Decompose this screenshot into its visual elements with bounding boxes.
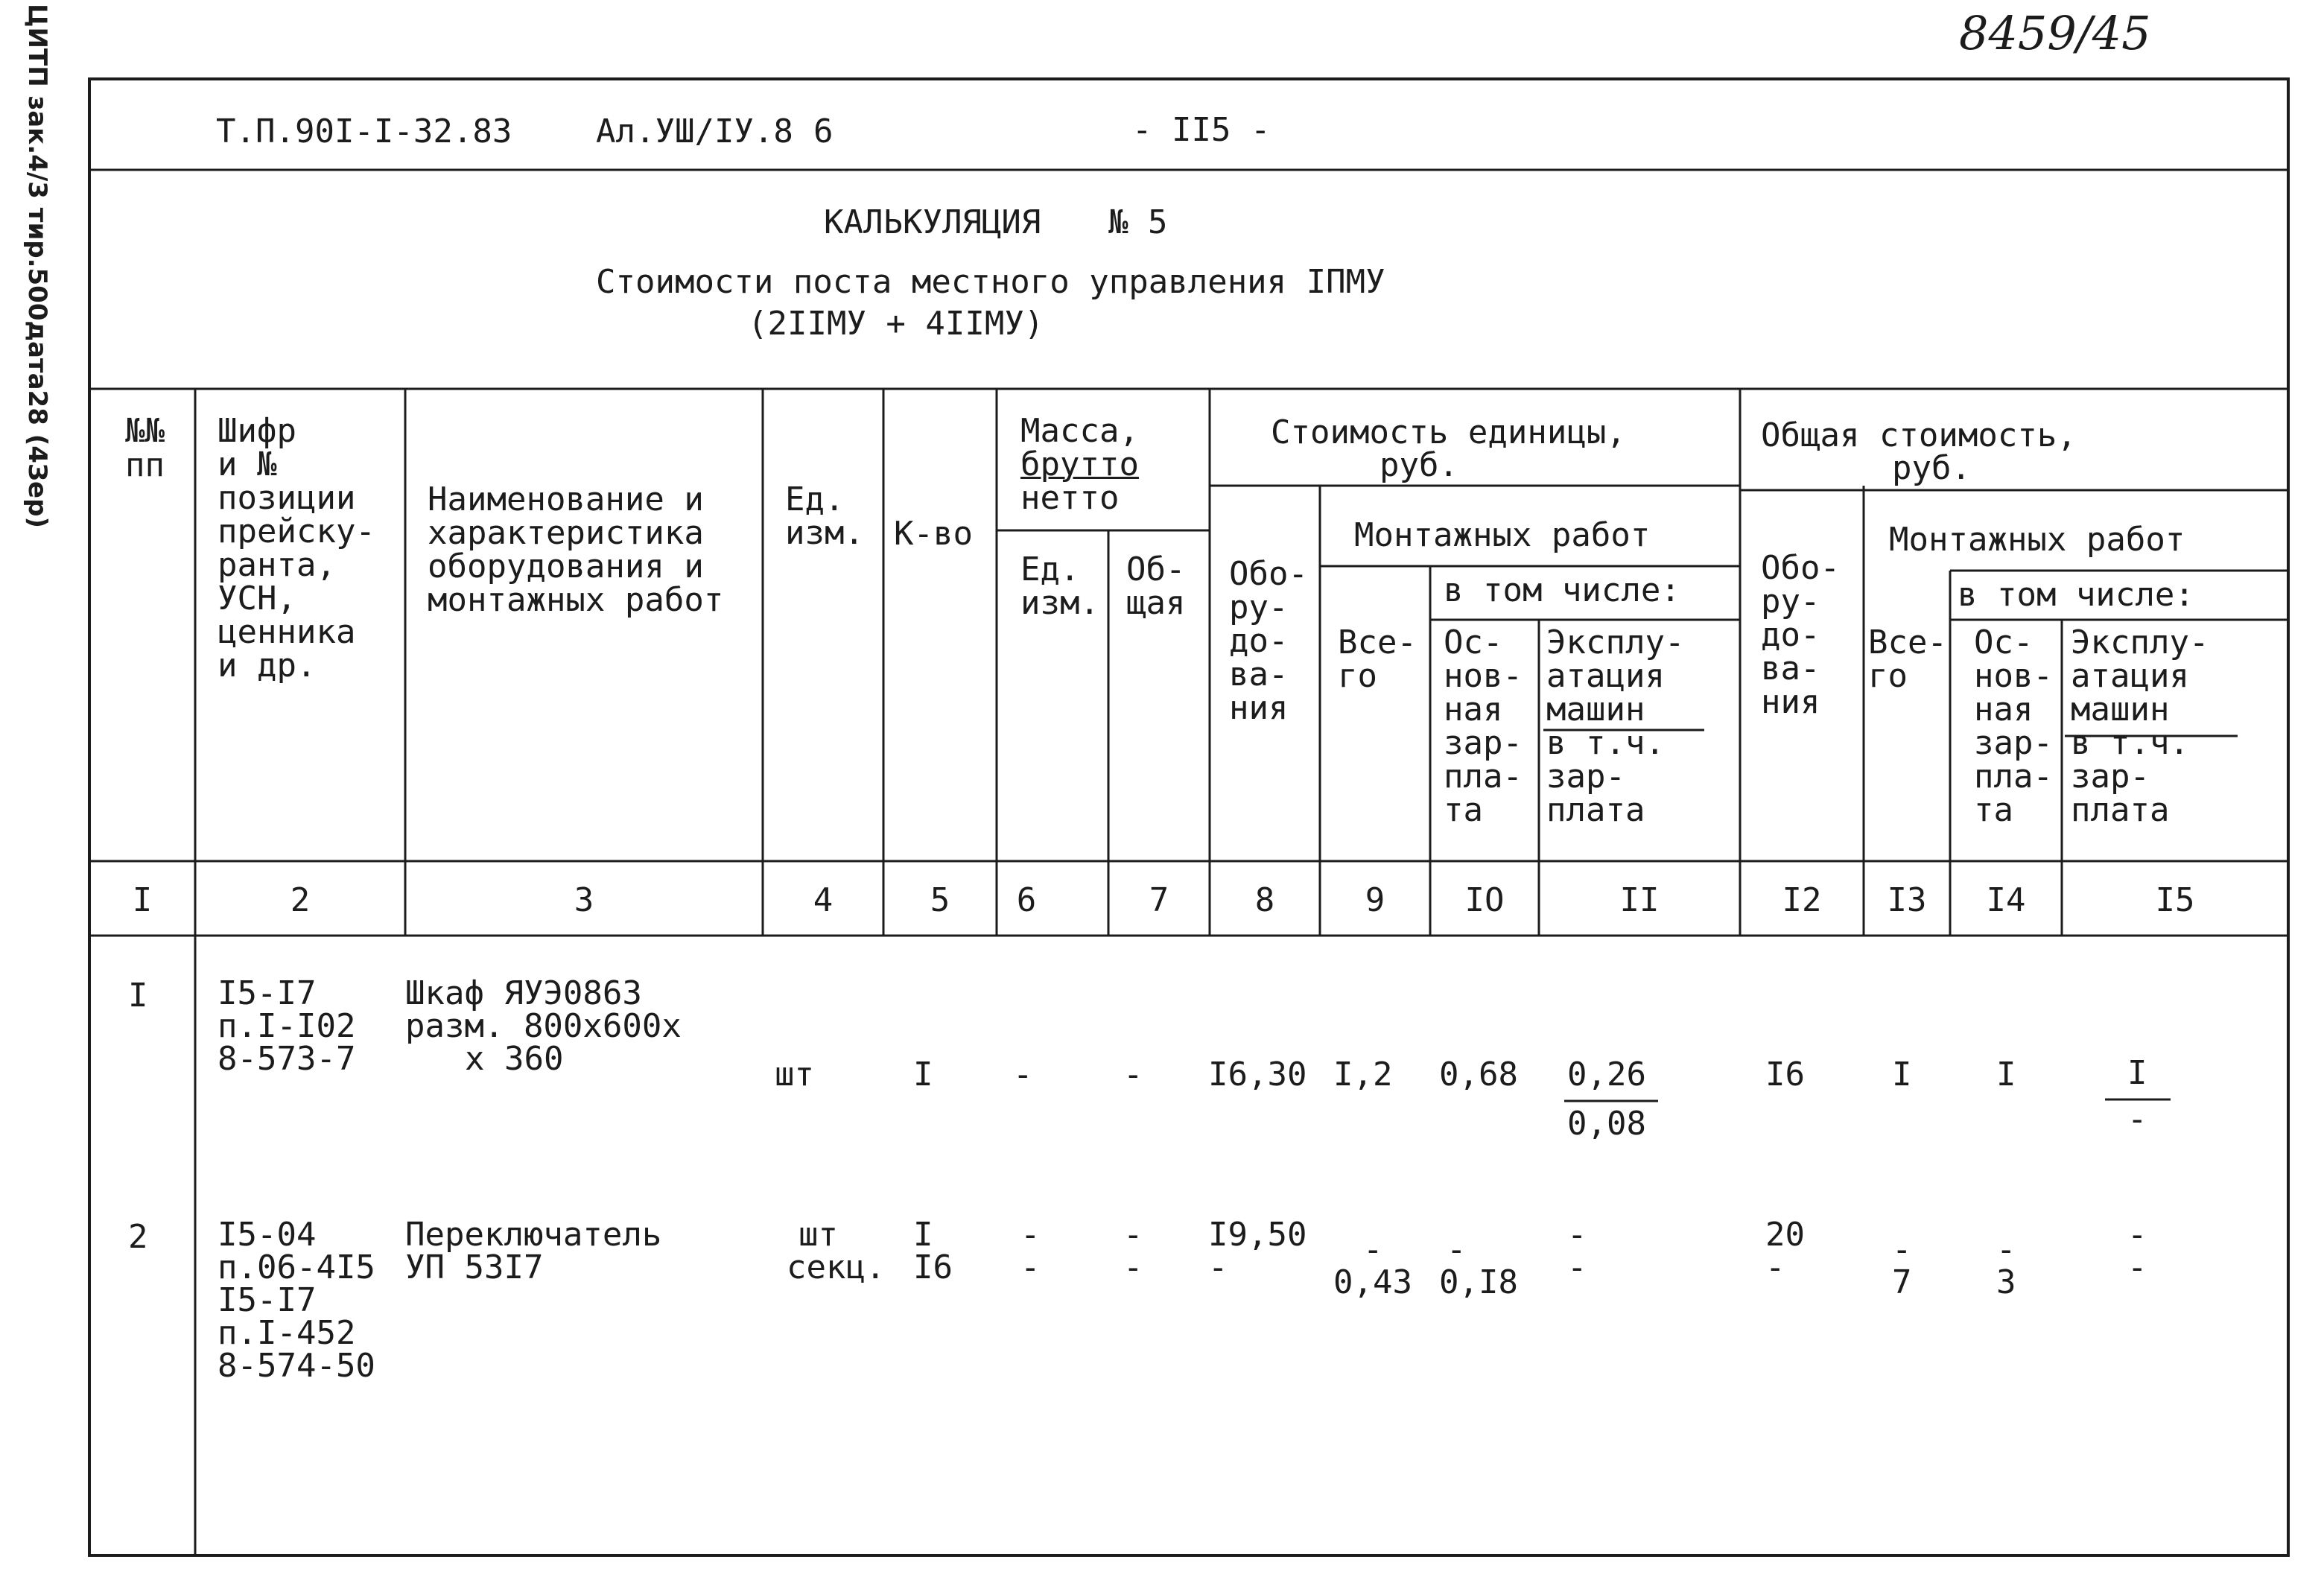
col-number: II xyxy=(1619,881,1660,919)
album-mark: 6 xyxy=(813,112,834,150)
total-incl-header: в том числе: xyxy=(1958,576,2194,614)
col-number: I5 xyxy=(2155,881,2195,919)
doc-subtitle: Стоимости поста местного управления IПМУ xyxy=(596,263,1385,301)
mass-header: Масса, брутто нетто xyxy=(1020,412,1139,517)
unit-cost-sub: руб. xyxy=(1380,446,1458,484)
col-number: 3 xyxy=(574,881,594,919)
mass-total-header: Об- щая xyxy=(1126,550,1186,622)
col2-header: Шифр и № позиции прейску- ранта, УСН, ценника и др. xyxy=(218,412,375,685)
col-number: 6 xyxy=(1016,881,1037,919)
row-mass-total: - xyxy=(1123,1056,1143,1094)
col-number: 7 xyxy=(1149,881,1169,919)
row-unit: шт xyxy=(775,1056,814,1094)
row-total-machine: I xyxy=(2127,1054,2147,1092)
col-number: 9 xyxy=(1365,881,1385,919)
row-install-machine-wage: 0,08 xyxy=(1567,1105,1646,1143)
page-number: - II5 - xyxy=(1132,111,1271,149)
col1-header: №№ пп xyxy=(125,412,165,484)
row-total-install: I xyxy=(1892,1056,1912,1094)
col-number: 2 xyxy=(290,881,311,919)
row-total-base: - 3 xyxy=(1996,1231,2016,1301)
col-number: I3 xyxy=(1887,881,1927,919)
col4-header: Ед. изм. xyxy=(785,480,864,552)
row-install-base: 0,68 xyxy=(1439,1056,1518,1094)
archive-number: 8459/45 xyxy=(1959,6,2151,60)
total-equipment-header: Обо- ру- до- ва- ния xyxy=(1761,549,1840,721)
row-name: Переключатель УП 53I7 xyxy=(405,1216,662,1286)
col-number: 4 xyxy=(813,881,834,919)
col-number: 5 xyxy=(930,881,950,919)
col5-header: К-во xyxy=(894,515,973,553)
col-number: I2 xyxy=(1782,881,1822,919)
col-number: I4 xyxy=(1986,881,2026,919)
row-total-base: I xyxy=(1996,1056,2016,1094)
total-cost-title: Общая стоимость, xyxy=(1761,416,2077,454)
total-machine-header: Эксплу- атация машин в т.ч. зар- плата xyxy=(2071,623,2209,829)
unit-equipment-header: Обо- ру- до- ва- ния xyxy=(1229,555,1308,727)
total-install-header: Монтажных работ xyxy=(1889,521,2185,559)
row-equip-cost: I9,50 - xyxy=(1208,1216,1307,1286)
row-install-base: - 0,I8 xyxy=(1439,1231,1518,1301)
row-code: I5-I7 п.I-I02 8-573-7 xyxy=(218,974,356,1078)
row-total-machine-wage: - xyxy=(2127,1100,2147,1138)
row-mass-total: - - xyxy=(1123,1216,1143,1286)
row-install-total: I,2 xyxy=(1333,1056,1393,1094)
mass-unit-header: Ед. изм. xyxy=(1020,550,1099,622)
total-base-header: Ос- нов- ная зар- пла- та xyxy=(1974,623,2053,829)
col-number: IO xyxy=(1464,881,1505,919)
row-mass-unit: - - xyxy=(1020,1216,1041,1286)
row-total-machine: - - xyxy=(2127,1216,2147,1286)
unit-install-header: Монтажных работ xyxy=(1354,516,1651,554)
row-number: I xyxy=(128,977,148,1015)
project-code: Т.П.90I-I-32.83 xyxy=(216,112,512,150)
unit-base-header: Ос- нов- ная зар- пла- та xyxy=(1444,623,1523,829)
row-total-equip: I6 xyxy=(1765,1056,1805,1094)
col-number: 8 xyxy=(1254,881,1275,919)
margin-stamp: ЦИТП зак.4/3 тир.500дата28 (4Зер) xyxy=(22,4,52,528)
row-qty: I xyxy=(913,1056,933,1094)
unit-incl-header: в том числе: xyxy=(1444,571,1680,609)
row-total-install: - 7 xyxy=(1892,1231,1912,1301)
calc-number: № 5 xyxy=(1108,203,1168,241)
doc-title: КАЛЬКУЛЯЦИЯ xyxy=(824,203,1041,241)
row-install-total: - 0,43 xyxy=(1333,1231,1412,1301)
col3-header: Наименование и характеристика оборудования и монтажных работ xyxy=(428,480,724,619)
row-install-machine: 0,26 xyxy=(1567,1056,1646,1094)
unit-machine-header: Эксплу- атация машин в т.ч. зар- плата xyxy=(1546,623,1685,829)
row-name: Шкаф ЯУЭ0863 разм. 800х600х х 360 xyxy=(405,974,682,1078)
row-install-machine: - - xyxy=(1567,1216,1587,1286)
album-code: Ал.УШ/IУ.8 xyxy=(596,112,793,150)
row-mass-unit: - xyxy=(1013,1056,1033,1094)
row-qty: I I6 xyxy=(913,1216,953,1286)
row-total-equip: 20 - xyxy=(1765,1216,1805,1286)
row-code: I5-04 п.06-4I5 I5-I7 п.I-452 8-574-50 xyxy=(218,1216,375,1385)
total-cost-sub: руб. xyxy=(1892,449,1971,487)
total-install-total-header: Все- го xyxy=(1868,623,1947,695)
col-number: I xyxy=(132,881,153,919)
unit-install-total-header: Все- го xyxy=(1338,623,1417,695)
row-unit: шт секц. xyxy=(787,1216,886,1286)
row-equip-cost: I6,30 xyxy=(1208,1056,1307,1094)
unit-cost-title: Стоимость единицы, xyxy=(1271,413,1626,451)
doc-subtitle-2: (2IIМУ + 4IIМУ) xyxy=(748,305,1044,343)
row-number: 2 xyxy=(128,1218,148,1256)
